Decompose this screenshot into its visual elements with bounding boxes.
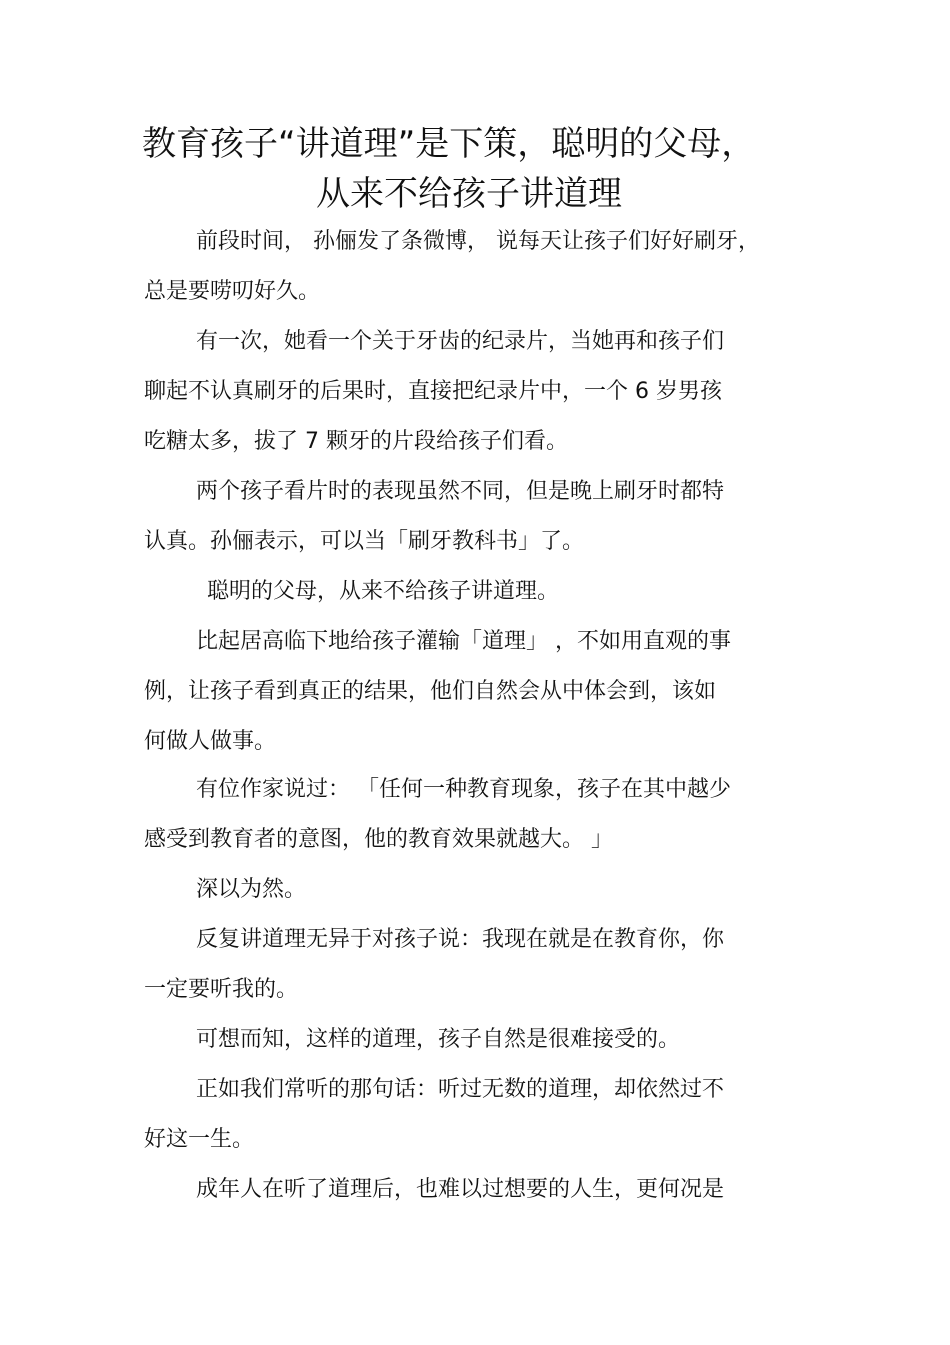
title-line-2: 从来不给孩子讲道理 — [316, 174, 622, 214]
body-line: 前段时间， 孙俪发了条微博， 说每天让孩子们好好刷牙， — [196, 229, 760, 254]
body-line: 正如我们常听的那句话：听过无数的道理，却依然过不 — [196, 1077, 725, 1102]
body-line: 总是要唠叨好久。 — [144, 279, 321, 304]
body-line: 聪明的父母，从来不给孩子讲道理。 — [207, 579, 560, 604]
body-line: 好这一生。 — [144, 1127, 255, 1152]
body-line: 比起居高临下地给孩子灌输「道理」 ，不如用直观的事 — [196, 629, 731, 654]
body-line: 例，让孩子看到真正的结果，他们自然会从中体会到，该如 — [144, 679, 717, 704]
body-line: 吃糖太多，拔了 7 颗牙的片段给孩子们看。 — [144, 429, 568, 454]
body-line: 有位作家说过： 「任何一种教育现象，孩子在其中越少 — [196, 777, 731, 802]
body-line: 可想而知，这样的道理，孩子自然是很难接受的。 — [196, 1027, 681, 1052]
body-line: 聊起不认真刷牙的后果时，直接把纪录片中，一个 6 岁男孩 — [144, 379, 722, 404]
body-line: 有一次，她看一个关于牙齿的纪录片，当她再和孩子们 — [196, 329, 725, 354]
body-line: 成年人在听了道理后，也难以过想要的人生，更何况是 — [196, 1177, 725, 1202]
title-line-1: 教育孩子“讲道理”是下策，聪明的父母， — [142, 124, 756, 164]
body-line: 认真。孙俪表示，可以当「刷牙教科书」了。 — [144, 529, 585, 554]
body-line: 深以为然。 — [196, 877, 307, 902]
body-line: 感受到教育者的意图，他的教育效果就越大。 」 — [144, 827, 613, 852]
body-line: 何做人做事。 — [144, 729, 277, 754]
body-line: 一定要听我的。 — [144, 977, 299, 1002]
body-line: 两个孩子看片时的表现虽然不同，但是晚上刷牙时都特 — [196, 479, 725, 504]
body-line: 反复讲道理无异于对孩子说：我现在就是在教育你，你 — [196, 927, 725, 952]
